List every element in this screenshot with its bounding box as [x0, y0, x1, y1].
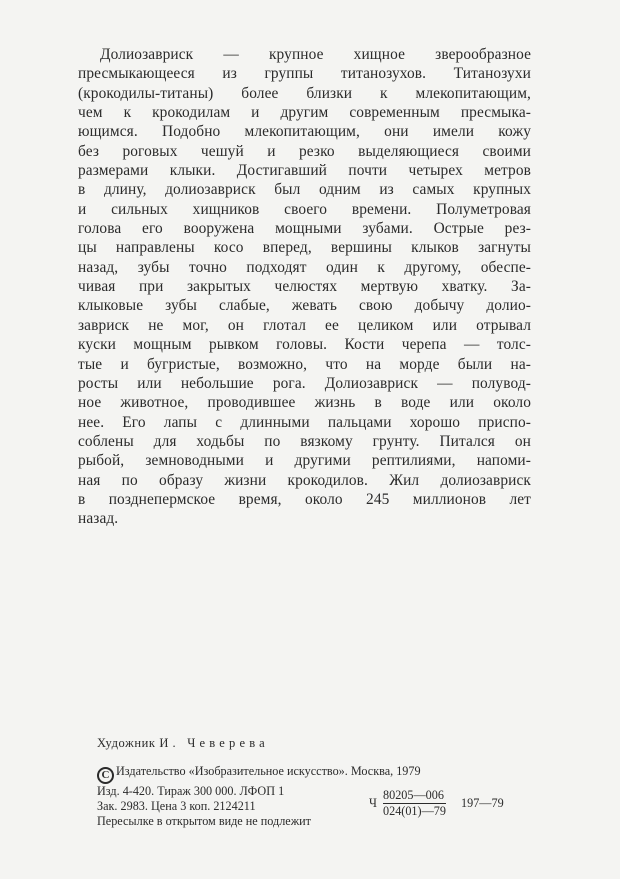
body-line: чивая при закрытых челюстях мертвую хватку. За-	[78, 278, 531, 296]
body-line: нее. Его лапы с длинными пальцами хорошо приспо-	[78, 413, 531, 431]
body-line: соблены для ходьбы по вязкому грунту. Питался он	[78, 432, 531, 450]
body-line: без роговых чешуй и резко выделяющиеся своими	[78, 142, 531, 160]
body-line: в позднепермское время, около 245 миллионов лет	[78, 490, 531, 508]
body-line: в длину, долиозавриск был одним из самых крупных	[78, 181, 531, 199]
body-line: клыковые зубы слабые, жевать свою добычу долио-	[78, 297, 531, 315]
catalog-code-numerator: 80205—006	[383, 788, 446, 804]
body-line: ющимся. Подобно млекопитающим, они имели кожу	[78, 123, 531, 141]
body-line: рыбой, земноводными и другими рептилиями, напоми-	[78, 452, 531, 470]
artist-name: И. Чеверева	[159, 736, 269, 750]
imprint-block	[97, 764, 527, 830]
body-line: росты или небольшие рога. Долиозавриск — полувод-	[78, 374, 531, 392]
catalog-code-denominator: 024(01)—79	[383, 804, 446, 818]
body-line: и сильных хищников своего времени. Полуметровая	[78, 200, 531, 218]
article-body	[78, 45, 531, 529]
publisher-line: Издательство «Изобразительное искусство». Москва, 1979	[116, 764, 421, 778]
body-line: тые и бугристые, возможно, что на морде были на-	[78, 355, 531, 373]
catalog-code-tail: 197—79	[461, 796, 504, 810]
copyright-icon: C	[97, 767, 114, 784]
body-line: пресмыкающееся из группы титанозухов. Титанозухи	[78, 65, 531, 83]
body-line: цы направлены косо вперед, вершины клыков загнуты	[78, 239, 531, 257]
artist-credit	[97, 736, 269, 751]
catalog-code-fraction	[383, 788, 446, 819]
publisher-row	[97, 764, 527, 784]
catalog-code-letter: Ч	[369, 796, 377, 810]
body-line: размерами клыки. Достигавший почти четырех метров	[78, 162, 531, 180]
body-line: (крокодилы-титаны) более близки к млекопитающим,	[78, 84, 531, 102]
body-line: голова его вооружена мощными зубами. Острые рез-	[78, 220, 531, 238]
imprint-line-3: Зак. 2983. Цена 3 коп. 2124211	[97, 799, 256, 814]
body-line: назад.	[78, 510, 119, 528]
body-line: завриск не мог, он глотал ее целиком или отрывал	[78, 316, 531, 334]
body-line: Долиозавриск — крупное хищное зверообразное	[100, 46, 531, 63]
imprint-line-2: Изд. 4-420. Тираж 300 000. ЛФОП 1	[97, 784, 285, 798]
body-line: чем к крокодилам и другим современным пресмыка-	[78, 104, 531, 122]
body-line: куски мощным рывком головы. Кости черепа — толс-	[78, 336, 531, 354]
body-line: ное животное, проводившее жизнь в воде или около	[78, 394, 531, 412]
artist-label: Художник	[97, 736, 156, 750]
body-line: ная по образу жизни крокодилов. Жил долиозавриск	[78, 471, 531, 489]
body-line: назад, зубы точно подходят один к другому, обеспе-	[78, 258, 531, 276]
imprint-line-4: Пересылке в открытом виде не подлежит	[97, 814, 311, 829]
